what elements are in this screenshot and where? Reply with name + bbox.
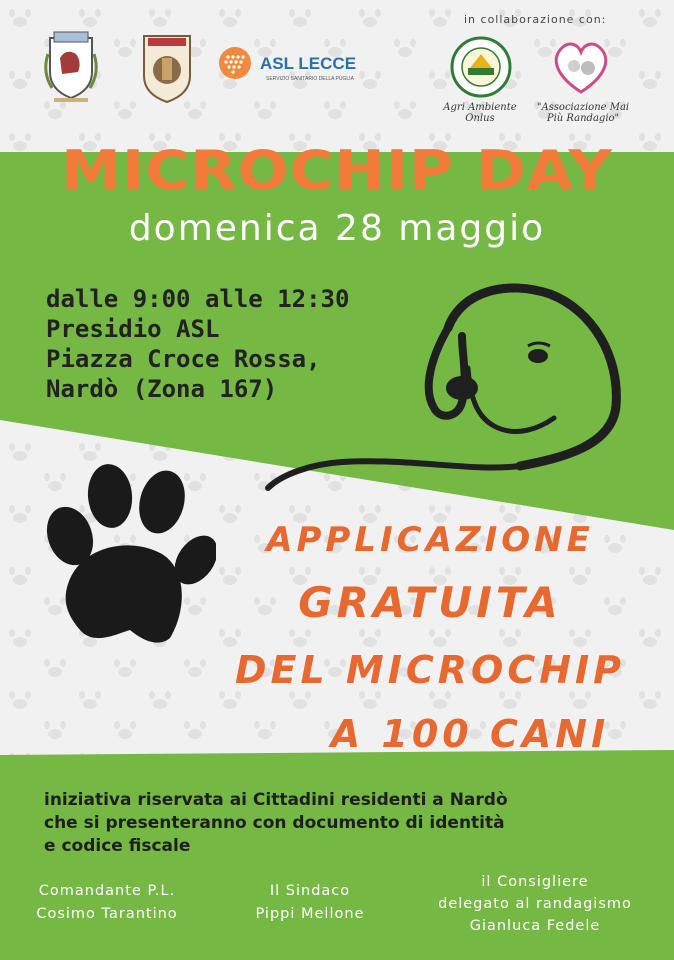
mai-piu-randagio-logo bbox=[550, 38, 612, 98]
signature-mayor bbox=[235, 880, 385, 926]
event-time: dalle 9:00 alle 12:30 bbox=[46, 285, 350, 313]
asl-lecce-logo-subtext: SERVIZIO SANITARIO DELLA PUGLIA bbox=[266, 76, 354, 82]
comune-nardo-crest-logo bbox=[40, 28, 102, 104]
dog-head-icon bbox=[262, 276, 626, 494]
signature-commander bbox=[12, 880, 202, 926]
agri-ambiente-caption: Agri Ambiente Onlus bbox=[443, 102, 517, 124]
signature-name: Gianluca Fedele bbox=[469, 918, 601, 934]
signature-councillor bbox=[404, 871, 666, 937]
note-line: iniziativa riservata ai Cittadini residenti a Nardò bbox=[44, 790, 508, 810]
event-city: Nardò (Zona 167) bbox=[46, 375, 278, 403]
signature-name: Pippi Mellone bbox=[255, 906, 365, 922]
offer-line-2: GRATUITA bbox=[298, 578, 562, 627]
offer-line-1: APPLICAZIONE bbox=[266, 520, 594, 560]
offer-line-3: DEL MICROCHIP bbox=[234, 648, 626, 692]
signature-name: Cosimo Tarantino bbox=[36, 906, 178, 922]
mai-piu-randagio-caption: "Associazione Mai Più Randagio" bbox=[536, 102, 630, 124]
note-line: e codice fiscale bbox=[44, 836, 191, 856]
signature-role: il Consigliere bbox=[481, 874, 589, 890]
collaboration-text: in collaborazione con: bbox=[464, 13, 607, 26]
eligibility-note bbox=[44, 789, 508, 858]
event-date: domenica 28 maggio bbox=[128, 208, 546, 249]
citta-di-nardo-polizia-logo bbox=[140, 28, 194, 104]
event-venue: Presidio ASL bbox=[46, 315, 220, 343]
asl-lecce-logo-text: ASL LECCE bbox=[260, 54, 357, 73]
event-address: Piazza Croce Rossa, bbox=[46, 345, 321, 373]
event-title: MICROCHIP DAY bbox=[61, 139, 613, 203]
signature-role: Il Sindaco bbox=[269, 883, 351, 899]
note-line: che si presenteranno con documento di identità bbox=[44, 813, 505, 833]
agri-ambiente-onlus-logo bbox=[450, 36, 512, 98]
signature-role-detail: delegato al randagismo bbox=[438, 896, 632, 912]
offer-line-4: A 100 CANI bbox=[330, 712, 610, 756]
asl-lecce-logo-mark bbox=[218, 46, 252, 80]
signature-role: Comandante P.L. bbox=[38, 883, 176, 899]
